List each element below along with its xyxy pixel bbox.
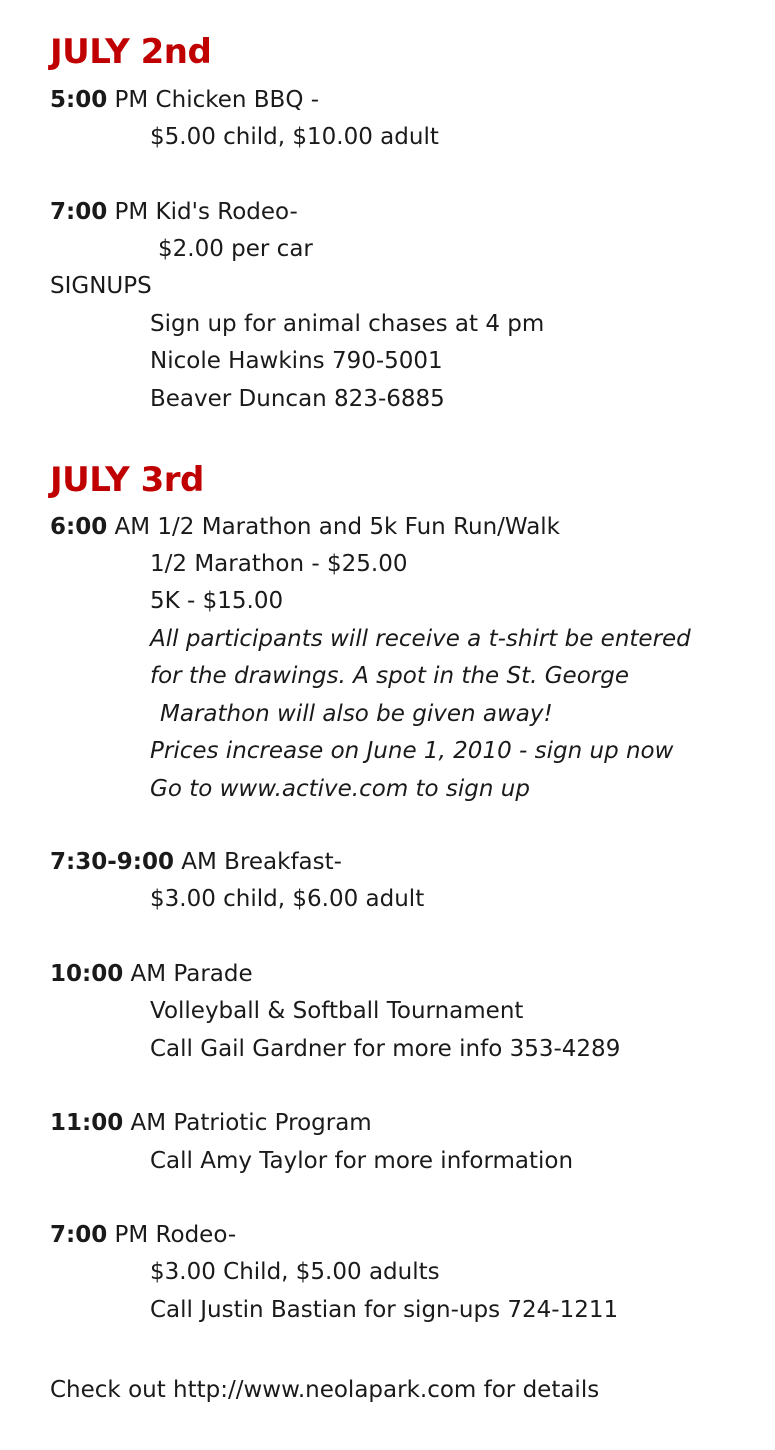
bbq-time: 5:00 (50, 87, 108, 113)
patriotic-title: AM Patriotic Program (123, 1110, 372, 1136)
bbq-price: $5.00 child, $10.00 adult (150, 124, 439, 150)
tournament-line: Volleyball & Softball Tournament (150, 998, 524, 1024)
rodeo-time: 7:00 (50, 1222, 108, 1248)
rodeo-event (50, 1221, 236, 1249)
marathon-note-5: Go to www.active.com to sign up (150, 776, 530, 802)
rodeo-title: PM Rodeo- (107, 1222, 237, 1248)
parade-time: 10:00 (50, 961, 124, 987)
marathon-event (50, 513, 560, 541)
breakfast-time: 7:30-9:00 (50, 849, 174, 875)
marathon-note-3: Marathon will also be given away! (160, 701, 553, 727)
breakfast-event (50, 848, 342, 876)
tournament-contact: Call Gail Gardner for more info 353-4289 (150, 1036, 621, 1062)
parade-event (50, 960, 253, 988)
july-3-heading: JULY 3rd (50, 460, 204, 500)
marathon-title: AM 1/2 Marathon and 5k Fun Run/Walk (107, 514, 560, 540)
bbq-event (50, 86, 319, 114)
parade-title: AM Parade (123, 961, 253, 987)
rodeo-price: $3.00 Child, $5.00 adults (150, 1259, 440, 1285)
breakfast-price: $3.00 child, $6.00 adult (150, 886, 425, 912)
signups-label: SIGNUPS (50, 273, 152, 299)
marathon-note-1: All participants will receive a t-shirt be entered (150, 626, 691, 652)
patriotic-time: 11:00 (50, 1110, 124, 1136)
signups-line-1: Sign up for animal chases at 4 pm (150, 311, 545, 337)
marathon-note-4: Prices increase on June 1, 2010 - sign up now (150, 738, 674, 764)
signups-line-2: Nicole Hawkins 790-5001 (150, 348, 443, 374)
kids-rodeo-price: $2.00 per car (158, 236, 313, 262)
fivek-price: 5K - $15.00 (150, 588, 284, 614)
kids-rodeo-title: PM Kid's Rodeo- (107, 199, 298, 225)
kids-rodeo-time: 7:00 (50, 199, 108, 225)
bbq-title: PM Chicken BBQ - (107, 87, 320, 113)
signups-line-3: Beaver Duncan 823-6885 (150, 386, 445, 412)
breakfast-title: AM Breakfast- (173, 849, 342, 875)
patriotic-contact: Call Amy Taylor for more information (150, 1148, 574, 1174)
half-marathon-price: 1/2 Marathon - $25.00 (150, 551, 408, 577)
marathon-time: 6:00 (50, 514, 108, 540)
marathon-note-2: for the drawings. A spot in the St. George (150, 663, 629, 689)
july-2-heading: JULY 2nd (50, 32, 212, 72)
footer-link-text: Check out http://www.neolapark.com for details (50, 1377, 600, 1403)
kids-rodeo-event (50, 198, 298, 226)
rodeo-contact: Call Justin Bastian for sign-ups 724-1211 (150, 1297, 619, 1323)
patriotic-event (50, 1109, 372, 1137)
